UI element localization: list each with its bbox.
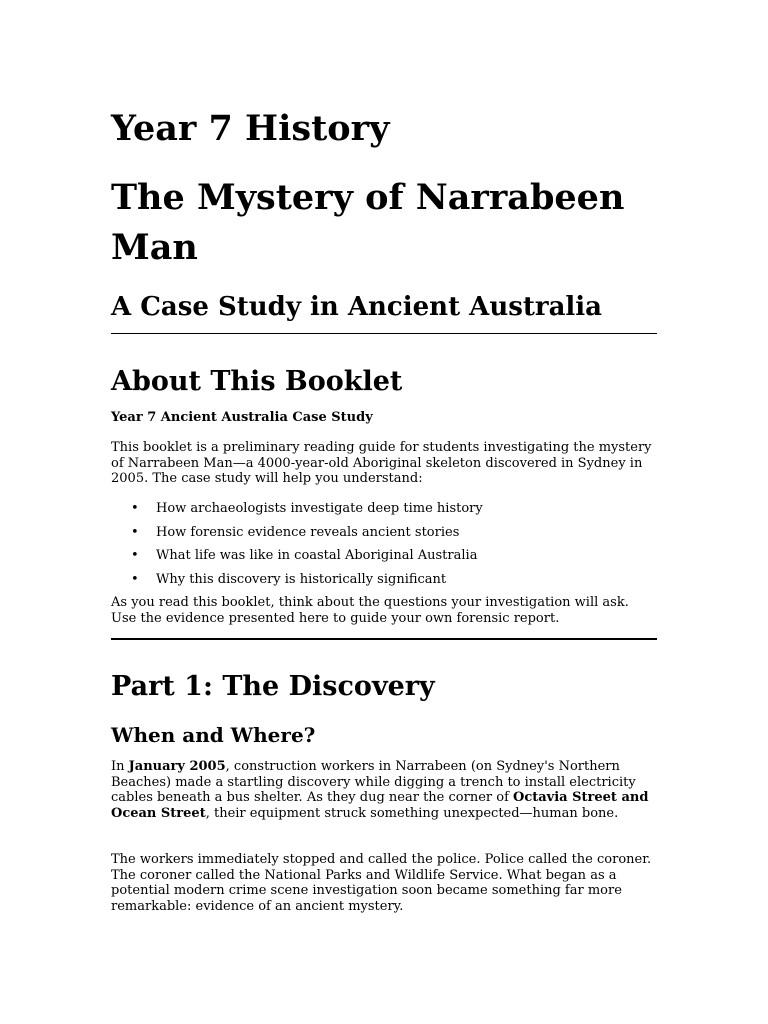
workers-paragraph: The workers immediately stopped and called the police. Police called the coroner. The coroner called the National Parks and Wildlife Service. What began as a potential modern crime scene investigation soon became something far more remarkable: evidence of an ancient mystery.: [111, 852, 652, 915]
about-lead: Year 7 Ancient Australia Case Study: [111, 410, 373, 425]
list-item-text: How forensic evidence reveals ancient stories: [156, 524, 460, 540]
bullet-icon: •: [131, 571, 139, 587]
discovery-paragraph: [111, 759, 657, 822]
about-heading: About This Booklet: [111, 366, 403, 397]
discovery-location: Octavia Street and Ocean Street: [111, 790, 649, 822]
bullet-icon: •: [131, 524, 139, 540]
list-item: [111, 571, 483, 595]
about-closing-paragraph: As you read this booklet, think about the questions your investigation will ask. Use the evidence presented here to guide your own forensic report.: [111, 595, 629, 626]
list-item-text: Why this discovery is historically significant: [156, 571, 447, 587]
part1-subheading: When and Where?: [111, 723, 316, 747]
section-divider-thin: [111, 333, 657, 334]
learning-goals-list: [111, 500, 483, 594]
course-heading: Year 7 History: [111, 108, 390, 149]
document-title: The Mystery of Narrabeen Man: [111, 177, 625, 268]
bullet-icon: •: [131, 548, 139, 563]
about-intro-paragraph: This booklet is a preliminary reading guide for students investigating the mystery of Narrabeen Man—a 4000-year-old Aboriginal skeleton discovered in Sydney in 2005. The case study will help you understand:: [111, 440, 652, 487]
list-item: [111, 547, 483, 571]
discovery-text-1: In: [111, 759, 129, 774]
list-item: [111, 500, 483, 524]
section-divider-thick: [111, 638, 657, 640]
discovery-text-3: , their equipment struck something unexpected—human bone.: [205, 806, 619, 822]
document-subtitle: A Case Study in Ancient Australia: [111, 292, 603, 322]
list-item-text: What life was like in coastal Aboriginal Australia: [156, 548, 478, 563]
discovery-text-2: , construction workers in Narrabeen (on Sydney's Northern Beaches) made a startling discovery while digging a trench to install electricity cables beneath a bus shelter. As they dug near the corner of: [111, 759, 636, 806]
bullet-icon: •: [131, 501, 139, 516]
list-item: [111, 524, 483, 548]
part1-heading: Part 1: The Discovery: [111, 671, 435, 702]
discovery-date: January 2005: [128, 759, 226, 774]
list-item-text: How archaeologists investigate deep time history: [156, 501, 483, 516]
